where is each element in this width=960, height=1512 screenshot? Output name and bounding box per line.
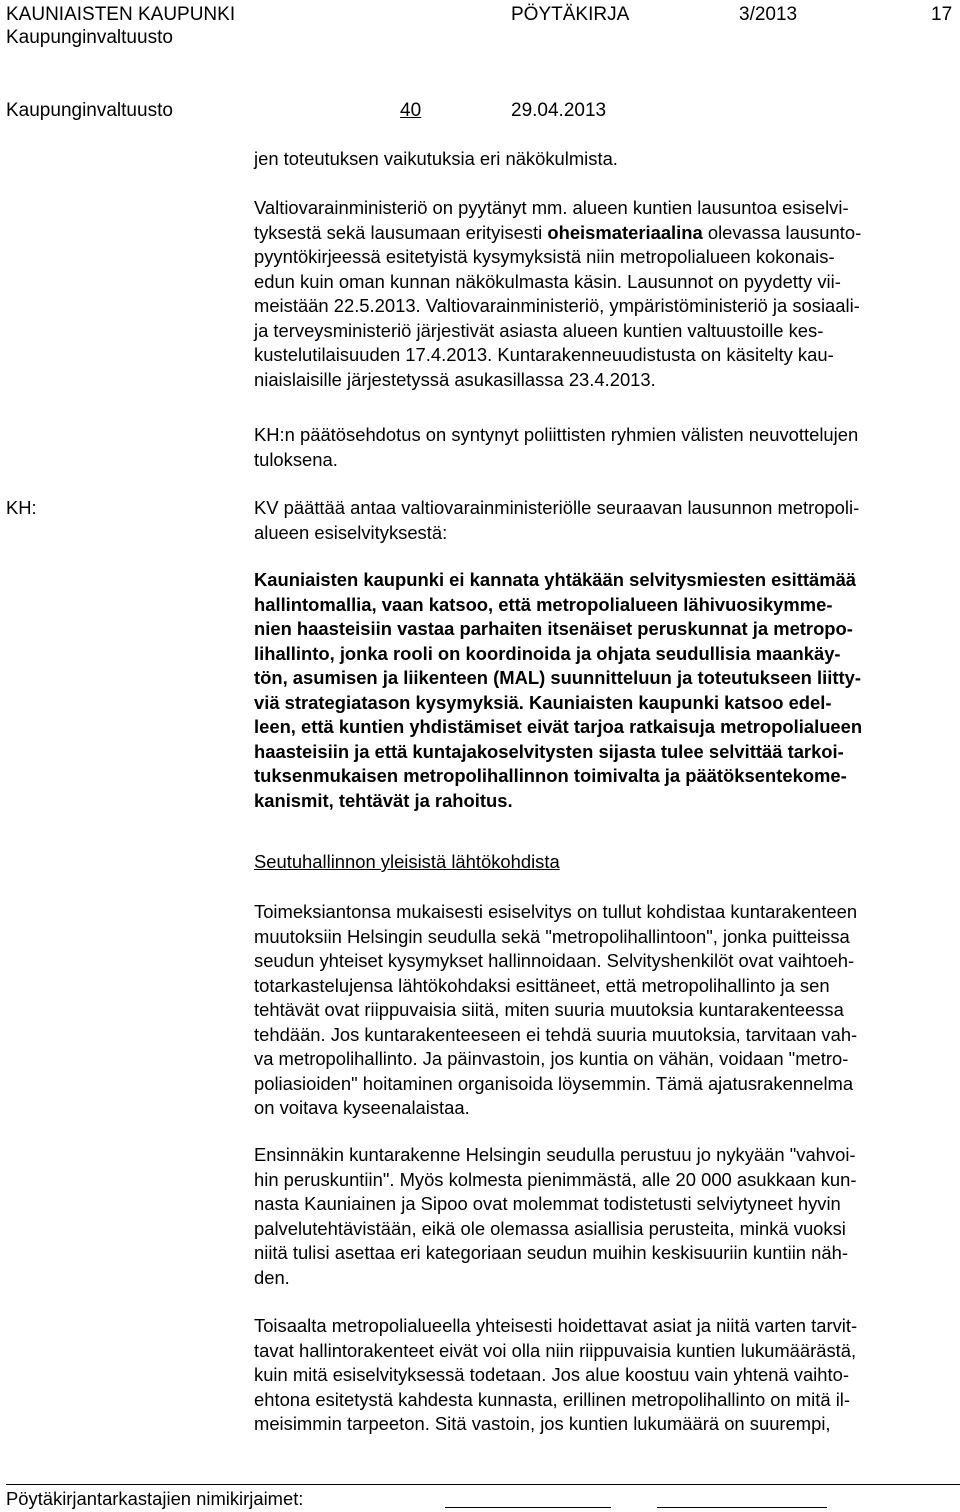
text-line: tehtävät ovat riippuvaisia siitä, miten suuria muutoksia kuntarakenteessa — [254, 999, 844, 1020]
text-line: meisimmin tarpeeton. Sitä vastoin, jos kuntien lukumäärä on suurempi, — [254, 1413, 831, 1434]
intro-paragraph — [254, 147, 618, 172]
text-line: niitä tulisi asettaa eri kategoriaan seudun muihin keskisuuriin kuntiin näh- — [254, 1242, 848, 1263]
text-line: edun kuin oman kunnan näkökulmasta käsin. Lausunnot on pyydetty vii- — [254, 270, 841, 292]
text-line: tehdään. Jos kuntarakenteeseen ei tehdä suuria muutoksia, tarvitaan vah- — [254, 1023, 858, 1045]
bold-statement — [254, 568, 862, 813]
text-line: KV päättää antaa valtiovarainministeriölle seuraavan lausunnon metropoli- — [254, 497, 860, 518]
text-span: olevassa lausunto- — [702, 221, 862, 243]
text-line: Toisaalta metropolialueella yhteisesti hoidettavat asiat ja niitä varten tarvit- — [254, 1315, 858, 1336]
text-line: tavat hallintorakenteet eivät voi olla niin riippuvaisia kuntien lukumäärästä, — [254, 1339, 857, 1361]
signature-line-1 — [445, 1507, 611, 1508]
text-span: tyksestä sekä lausumaan erityisesti — [254, 221, 548, 243]
text-line: tuloksena. — [254, 448, 338, 470]
paragraph-proposal-origin — [254, 423, 858, 472]
text-line: kanismit, tehtävät ja rahoitus. — [254, 789, 513, 811]
text-line: totarkastelujensa lähtökohdaksi esittäneet, että metropolihallinto ja sen — [254, 974, 830, 996]
meeting-date: 29.04.2013 — [511, 100, 607, 121]
kh-proposal — [254, 496, 859, 545]
text-line: tön, asumisen ja liikenteen (MAL) suunnitteluun ja toteutukseen liitty- — [254, 667, 861, 688]
text-line: nien haasteisiin vastaa parhaiten itsenäiset peruskunnat ja metropo- — [254, 618, 853, 639]
text-line: Kauniaisten kaupunki ei kannata yhtäkään selvitysmiesten esittämää — [254, 569, 857, 590]
text-line: hallintomallia, vaan katsoo, että metropolialueen lähivuosikymme- — [254, 593, 833, 615]
bold-term: oheismateriaalina — [547, 221, 703, 243]
org-name: KAUNIAISTEN KAUPUNKI — [6, 4, 236, 25]
text-line: KH:n päätösehdotus on syntynyt poliittisten ryhmien välisten neuvottelujen — [254, 424, 859, 445]
text-line: haasteisiin ja että kuntajakoselvitysten sijasta tulee selvittää tarkoi- — [254, 740, 844, 762]
text-line: lihallinto, jonka rooli on koordinoida ja ohjata seudullisia maankäy- — [254, 642, 841, 664]
text-line: Ensinnäkin kuntarakenne Helsingin seudulla perustuu jo nykyään "vahvoi- — [254, 1144, 856, 1165]
text-line: va metropolihallinto. Ja päinvastoin, jos kuntia on vähän, voidaan "metro- — [254, 1048, 849, 1069]
section-heading: Seutuhallinnon yleisistä lähtökohdista — [254, 851, 560, 872]
page-number: 17 — [931, 4, 953, 25]
text-line: niaislaisille järjestetyssä asukasillassa 23.4.2013. — [254, 368, 656, 390]
paragraph-on-the-other-hand — [254, 1314, 857, 1437]
text-line: tuksenmukaisen metropolihallinnon toimivalta ja päätöksentekome- — [254, 765, 847, 786]
text-line: pyyntökirjeessä esitetyistä kysymyksistä niin metropolialueen kokonais- — [254, 246, 835, 267]
text-line: den. — [254, 1266, 290, 1288]
header-body: Kaupunginvaltuusto — [6, 27, 173, 48]
text-line: Valtiovarainministeriö on pyytänyt mm. alueen kuntien lausuntoa esiselvi- — [254, 197, 849, 218]
text-line: seudun yhteiset kysymykset hallinnoidaan. Selvityshenkilöt ovat vaihtoeh- — [254, 950, 855, 971]
kh-label: KH: — [6, 497, 37, 518]
text-line: leen, että kuntien yhdistämiset eivät tarjoa ratkaisuja metropolialueen — [254, 716, 863, 737]
text-line: hin peruskuntiin". Myös kolmesta pienimmästä, alle 20 000 asukkaan kun- — [254, 1168, 857, 1190]
text-line: jen toteutuksen vaikutuksia eri näkökulmista. — [254, 148, 618, 169]
signatures-label: Pöytäkirjantarkastajien nimikirjaimet: — [6, 1488, 304, 1509]
signature-line-2 — [657, 1507, 827, 1508]
text-line: ja terveysministeriö järjestivät asiasta alueen kuntien valtuustoille kes- — [254, 319, 824, 341]
text-line: palvelutehtävistään, eikä ole olemassa asiallisia perusteita, minkä vuoksi — [254, 1217, 846, 1239]
text-line: muutoksiin Helsingin seudulla sekä "metropolihallintoon", jonka puitteissa — [254, 925, 850, 947]
section-number: 40 — [400, 100, 422, 121]
text-line: alueen esiselvityksestä: — [254, 521, 448, 543]
text-line — [254, 221, 861, 246]
paragraph-firstly — [254, 1143, 857, 1290]
text-line: meistään 22.5.2013. Valtiovarainministeriö, ympäristöministeriö ja sosiaali- — [254, 295, 860, 316]
document-number: 3/2013 — [739, 4, 798, 25]
footer-divider — [6, 1484, 960, 1485]
meeting-body: Kaupunginvaltuusto — [6, 100, 173, 121]
text-line: viä strategiatason kysymyksiä. Kauniaisten kaupunki katsoo edel- — [254, 691, 832, 713]
text-line: poliasioiden" hoitaminen organisoida löysemmin. Tämä ajatusrakennelma — [254, 1072, 854, 1094]
text-line: kuin mitä esiselvityksessä todetaan. Jos alue koostuu vain yhtenä vaihto- — [254, 1364, 849, 1385]
paragraph-mandate — [254, 900, 857, 1121]
paragraph-statement-request — [254, 196, 861, 392]
text-line: Toimeksiantonsa mukaisesti esiselvitys on tullut kohdistaa kuntarakenteen — [254, 901, 858, 922]
text-line: on voitava kyseenalaistaa. — [254, 1097, 470, 1118]
text-line: nasta Kauniainen ja Sipoo ovat molemmat todistetusti selviytyneet hyvin — [254, 1193, 841, 1214]
text-line: ehtona esitetystä kahdesta kunnasta, erillinen metropolihallinto on mitä il- — [254, 1388, 850, 1410]
text-line: kustelutilaisuuden 17.4.2013. Kuntarakenneuudistusta on käsitelty kau- — [254, 344, 834, 365]
document-type: PÖYTÄKIRJA — [511, 4, 630, 25]
